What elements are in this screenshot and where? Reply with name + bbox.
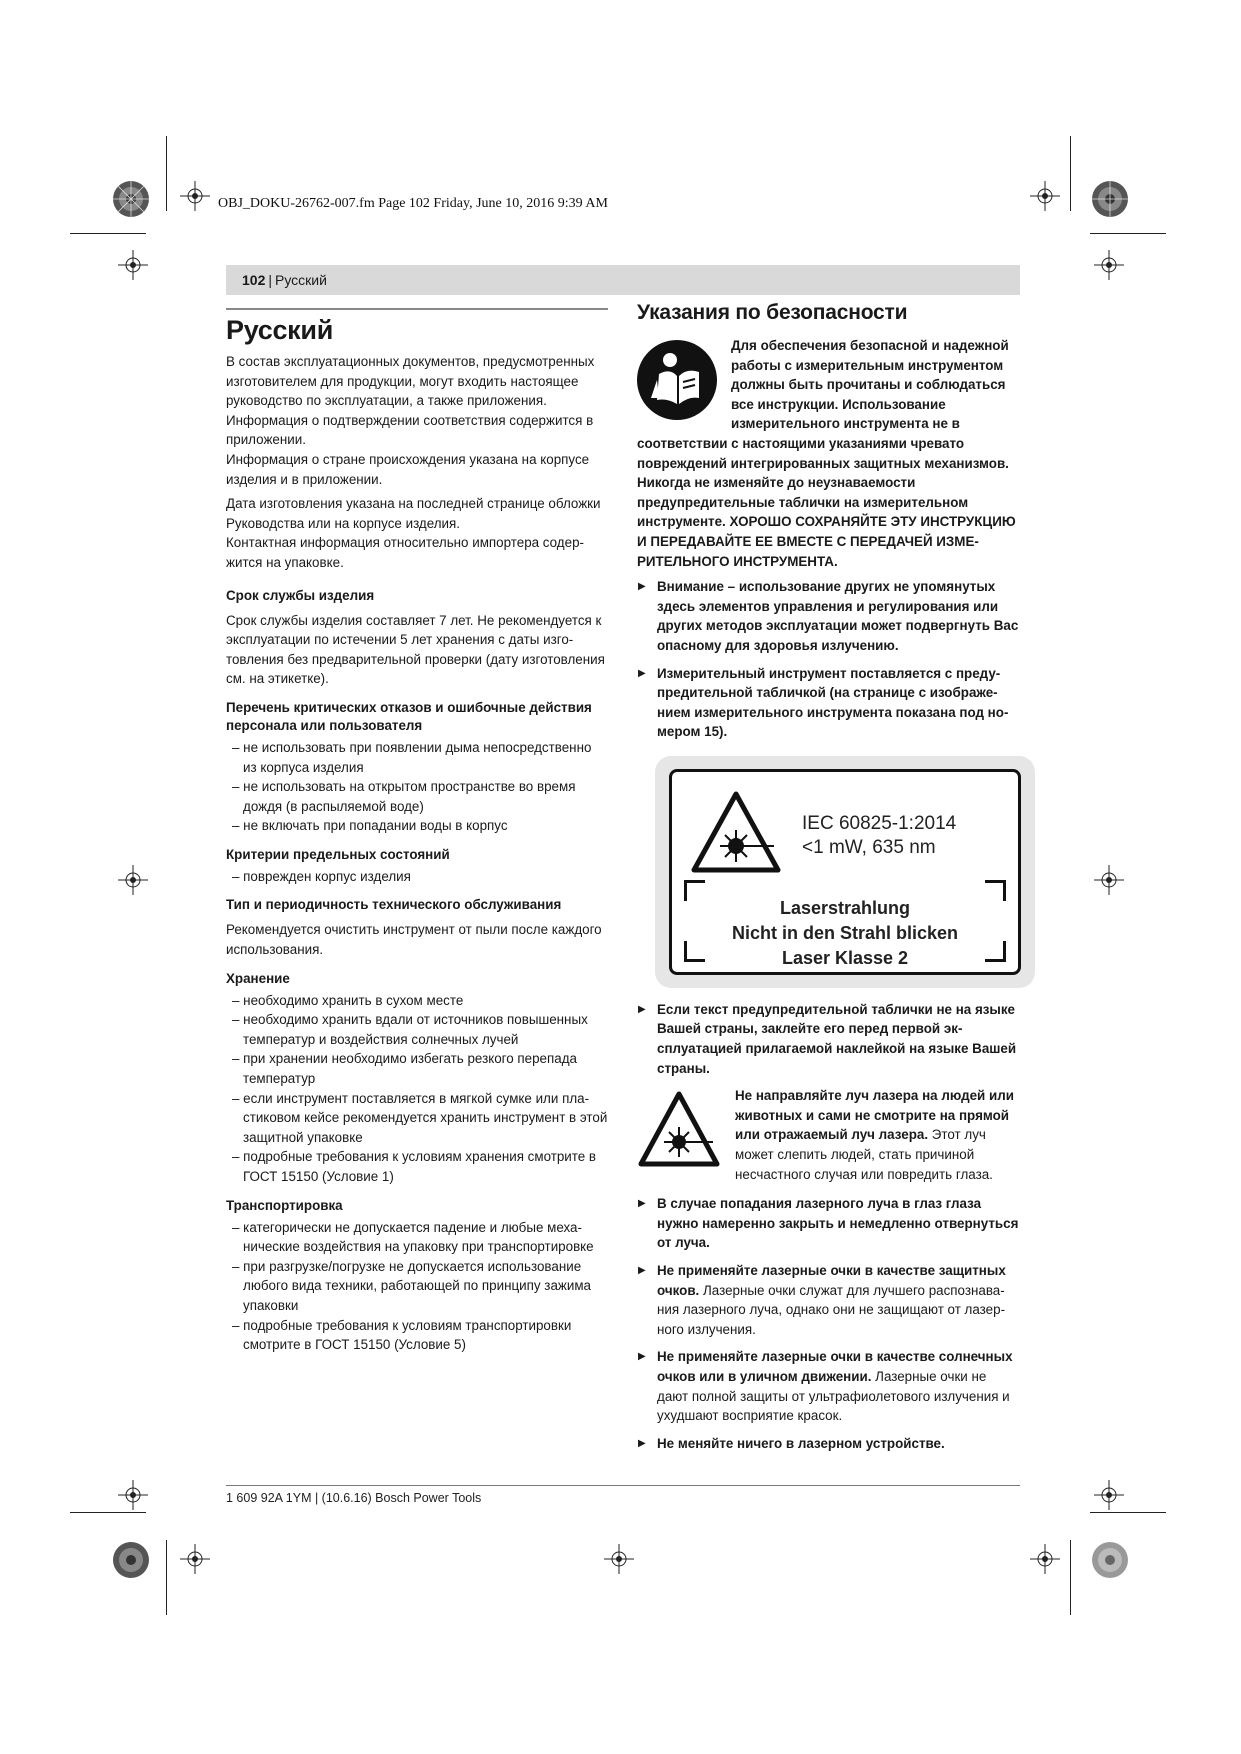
service-life-heading: Срок службы изделия — [226, 587, 375, 603]
limits-list — [226, 867, 608, 887]
warning-bold-text: Не направляйте луч лазера на людей или животных и сами не смотрите на прямой или отражаемый луч лазера. — [735, 1088, 1014, 1143]
intro-paragraph: Информация о стране происхождения указана на корпусе изделия и в приложении. — [226, 451, 590, 487]
registration-rosette-icon — [112, 1541, 150, 1579]
registration-crosshair-icon — [1094, 250, 1124, 280]
page-header — [226, 265, 1020, 295]
footer-rule — [226, 1485, 1020, 1486]
label-text — [672, 896, 1018, 971]
safety-list-sticker — [637, 1000, 1021, 1078]
bullet-text: Если текст предупредительной таблички не на языке Вашей страны, заклейте его перед первой эксплуатацией прилагаемой наклейкой на языке Вашей страны. — [657, 1001, 1017, 1076]
crop-mark — [70, 233, 146, 234]
failures-heading: Перечень критических отказов и ошибочные действия персонала или пользователя — [226, 699, 592, 733]
registration-crosshair-icon — [1094, 1480, 1124, 1510]
bullet-bold: Не меняйте ничего в лазерном устройстве. — [657, 1435, 945, 1451]
list-item: – при разгрузке/погрузке не допускается использование любого вида техники, работающей по принципу зажима упаковки — [226, 1257, 608, 1316]
crop-mark — [166, 136, 167, 211]
registration-crosshair-icon — [118, 865, 148, 895]
list-item: – не использовать на открытом пространстве во время дождя (в распыляемой воде) — [226, 777, 608, 816]
crop-mark — [1090, 1512, 1166, 1513]
file-header: OBJ_DOKU-26762-007.fm Page 102 Friday, June 10, 2016 9:39 AM — [218, 196, 608, 211]
safety-intro-text: Для обеспечения безопасной и надежной работы с измерительным инструментом должны быть прочитаны и соблюдаться все инструкции. Использование измерительного инструмента не в соответствии с настоящими указаниями чревато повреждений интегрированных защитных механизмов. Никогда не изменяйте до неузнаваемости предупредительные таблички на измерительном инструменте. ХОРОШО СОХРАНЯЙТЕ ЭТУ ИНСТРУКЦИЮ И ПЕРЕДАВАЙТЕ ЕЕ ВМЕСТЕ С ПЕРЕДАЧЕЙ ИЗМЕРИТЕЛЬНОГО ИНСТРУМЕНТА. — [637, 338, 1016, 569]
laser-hazard-icon — [637, 1090, 721, 1168]
transport-list — [226, 1218, 608, 1355]
list-item: – не использовать при появлении дыма непосредственно из корпуса изделия — [226, 738, 608, 777]
list-item — [637, 1347, 1021, 1425]
bullet-bold: Не применяйте лазерные очки в качестве защитных очков. — [657, 1263, 1006, 1298]
transport-heading: Транспортировка — [226, 1197, 343, 1213]
crop-mark — [166, 1540, 167, 1615]
list-item — [637, 577, 1021, 655]
bullet-text: Внимание – использование других не упомянутых здесь элементов управления и регулирования или других методов эксплуатации может подвергнуть Вас опасному для здоровья излучению. — [657, 579, 1019, 653]
registration-crosshair-icon — [1030, 1544, 1060, 1574]
header-language: Русский — [275, 272, 327, 288]
registration-crosshair-icon — [118, 1480, 148, 1510]
column-rule — [226, 308, 608, 310]
storage-heading: Хранение — [226, 970, 290, 986]
registration-crosshair-icon — [180, 1544, 210, 1574]
list-item: – необходимо хранить в сухом месте — [226, 991, 608, 1011]
label-standard: IEC 60825-1:2014 — [802, 812, 957, 834]
list-item: – при хранении необходимо избегать резкого перепада температур — [226, 1049, 608, 1088]
list-item: – необходимо хранить вдали от источников повышенных температур и воздействия солнечных лучей — [226, 1010, 608, 1049]
registration-crosshair-icon — [118, 250, 148, 280]
laser-warning-block — [637, 1086, 1021, 1184]
language-title: Русский — [226, 315, 333, 345]
safety-list-a — [637, 577, 1021, 742]
list-item: – категорически не допускается падение и любые механические воздействия на упаковку при транспортировке — [226, 1218, 608, 1257]
registration-crosshair-icon — [604, 1544, 634, 1574]
intro-paragraph: Дата изготовления указана на последней странице обложки Руководства или на корпусе изделия. — [226, 496, 601, 531]
storage-list — [226, 991, 608, 1187]
registration-crosshair-icon — [1094, 865, 1124, 895]
list-item — [637, 664, 1021, 742]
intro-paragraph: В состав эксплуатационных документов, предусмотренных изготовителем для продукции, могут входить настоящее руководство по эксплуатации, а также приложения. Информация о подтверждении соответствия содержится в приложении. — [226, 354, 595, 448]
list-item: – подробные требования к условиям транспортировки смотрите в ГОСТ 15150 (Условие 5) — [226, 1316, 608, 1355]
warning-label-figure — [655, 756, 1035, 988]
label-iec-text — [802, 812, 956, 860]
bullet-text: Лазерные очки служат для лучшего распознавания лазерного луча, однако они не защищают от лазерного излучения. — [657, 1282, 1006, 1337]
bullet-bold: Не применяйте лазерные очки в качестве солнечных очков или в уличном движении. — [657, 1349, 1013, 1384]
label-line: Laserstrahlung — [779, 897, 911, 918]
list-item: – поврежден корпус изделия — [226, 867, 608, 887]
header-separator: | — [268, 272, 272, 288]
maintenance-heading: Тип и периодичность технического обслуживания — [226, 897, 562, 913]
list-item: – если инструмент поставляется в мягкой сумке или пластиковом кейсе рекомендуется хранить инструмент в этой защитной упаковке — [226, 1089, 608, 1148]
registration-crosshair-icon — [180, 181, 210, 211]
label-line: Laser Klasse 2 — [781, 947, 909, 968]
registration-crosshair-icon — [1030, 181, 1060, 211]
list-item — [637, 1434, 1021, 1454]
crop-mark — [70, 1512, 146, 1513]
intro-paragraph: Контактная информация относительно импортера содержится на упаковке. — [226, 535, 584, 570]
list-item — [637, 1261, 1021, 1339]
label-power: <1 mW, 635 nm — [802, 836, 936, 858]
laser-warning-icon — [690, 790, 782, 874]
crop-mark — [1090, 233, 1166, 234]
crop-mark — [1070, 136, 1071, 211]
registration-rosette-icon — [112, 180, 150, 218]
registration-rosette-icon — [1091, 1541, 1129, 1579]
list-item — [637, 1000, 1021, 1078]
registration-rosette-icon — [1091, 180, 1129, 218]
list-item — [637, 1194, 1021, 1253]
safety-title: Указания по безопасности — [637, 301, 908, 324]
warning-label — [669, 769, 1021, 975]
list-item: – подробные требования к условиям хранения смотрите в ГОСТ 15150 (Условие 1) — [226, 1147, 608, 1186]
read-manual-icon — [637, 340, 717, 420]
label-line: Nicht in den Strahl blicken — [731, 922, 959, 943]
page-number: 102 — [242, 272, 266, 288]
page-footer: 1 609 92A 1YM | (10.6.16) Bosch Power Tools — [226, 1491, 482, 1505]
left-column — [226, 308, 608, 1355]
bullet-text: Лазерные очки не дают полной защиты от ультрафиолетового излучения и ухудшают восприятие красок. — [657, 1368, 1010, 1424]
safety-list-b — [637, 1194, 1021, 1453]
warning-text: Этот луч может слепить людей, стать причиной несчастного случая или повредить глаза. — [735, 1127, 993, 1182]
crop-mark — [1070, 1540, 1071, 1615]
maintenance-text: Рекомендуется очистить инструмент от пыли после каждого использования. — [226, 922, 602, 958]
failures-list — [226, 738, 608, 836]
list-item: – не включать при попадании воды в корпус — [226, 816, 608, 836]
service-life-text: Срок службы изделия составляет 7 лет. Не рекомендуется к эксплуатации по истечении 5 лет хранения с даты изготовления без предварительной проверки (дату изготовления см. на этикетке). — [226, 612, 605, 687]
right-column — [637, 300, 1021, 1461]
bullet-bold: В случае попадания лазерного луча в глаз глаза нужно намеренно закрыть и немедленно отвернуться от луча. — [657, 1196, 1019, 1251]
bullet-text: Измерительный инструмент поставляется с предупредительной табличкой (на странице с изображением измерительного инструмента показана под номером 15). — [657, 665, 1009, 740]
safety-intro — [637, 336, 1021, 571]
limits-heading: Критерии предельных состояний — [226, 846, 450, 862]
